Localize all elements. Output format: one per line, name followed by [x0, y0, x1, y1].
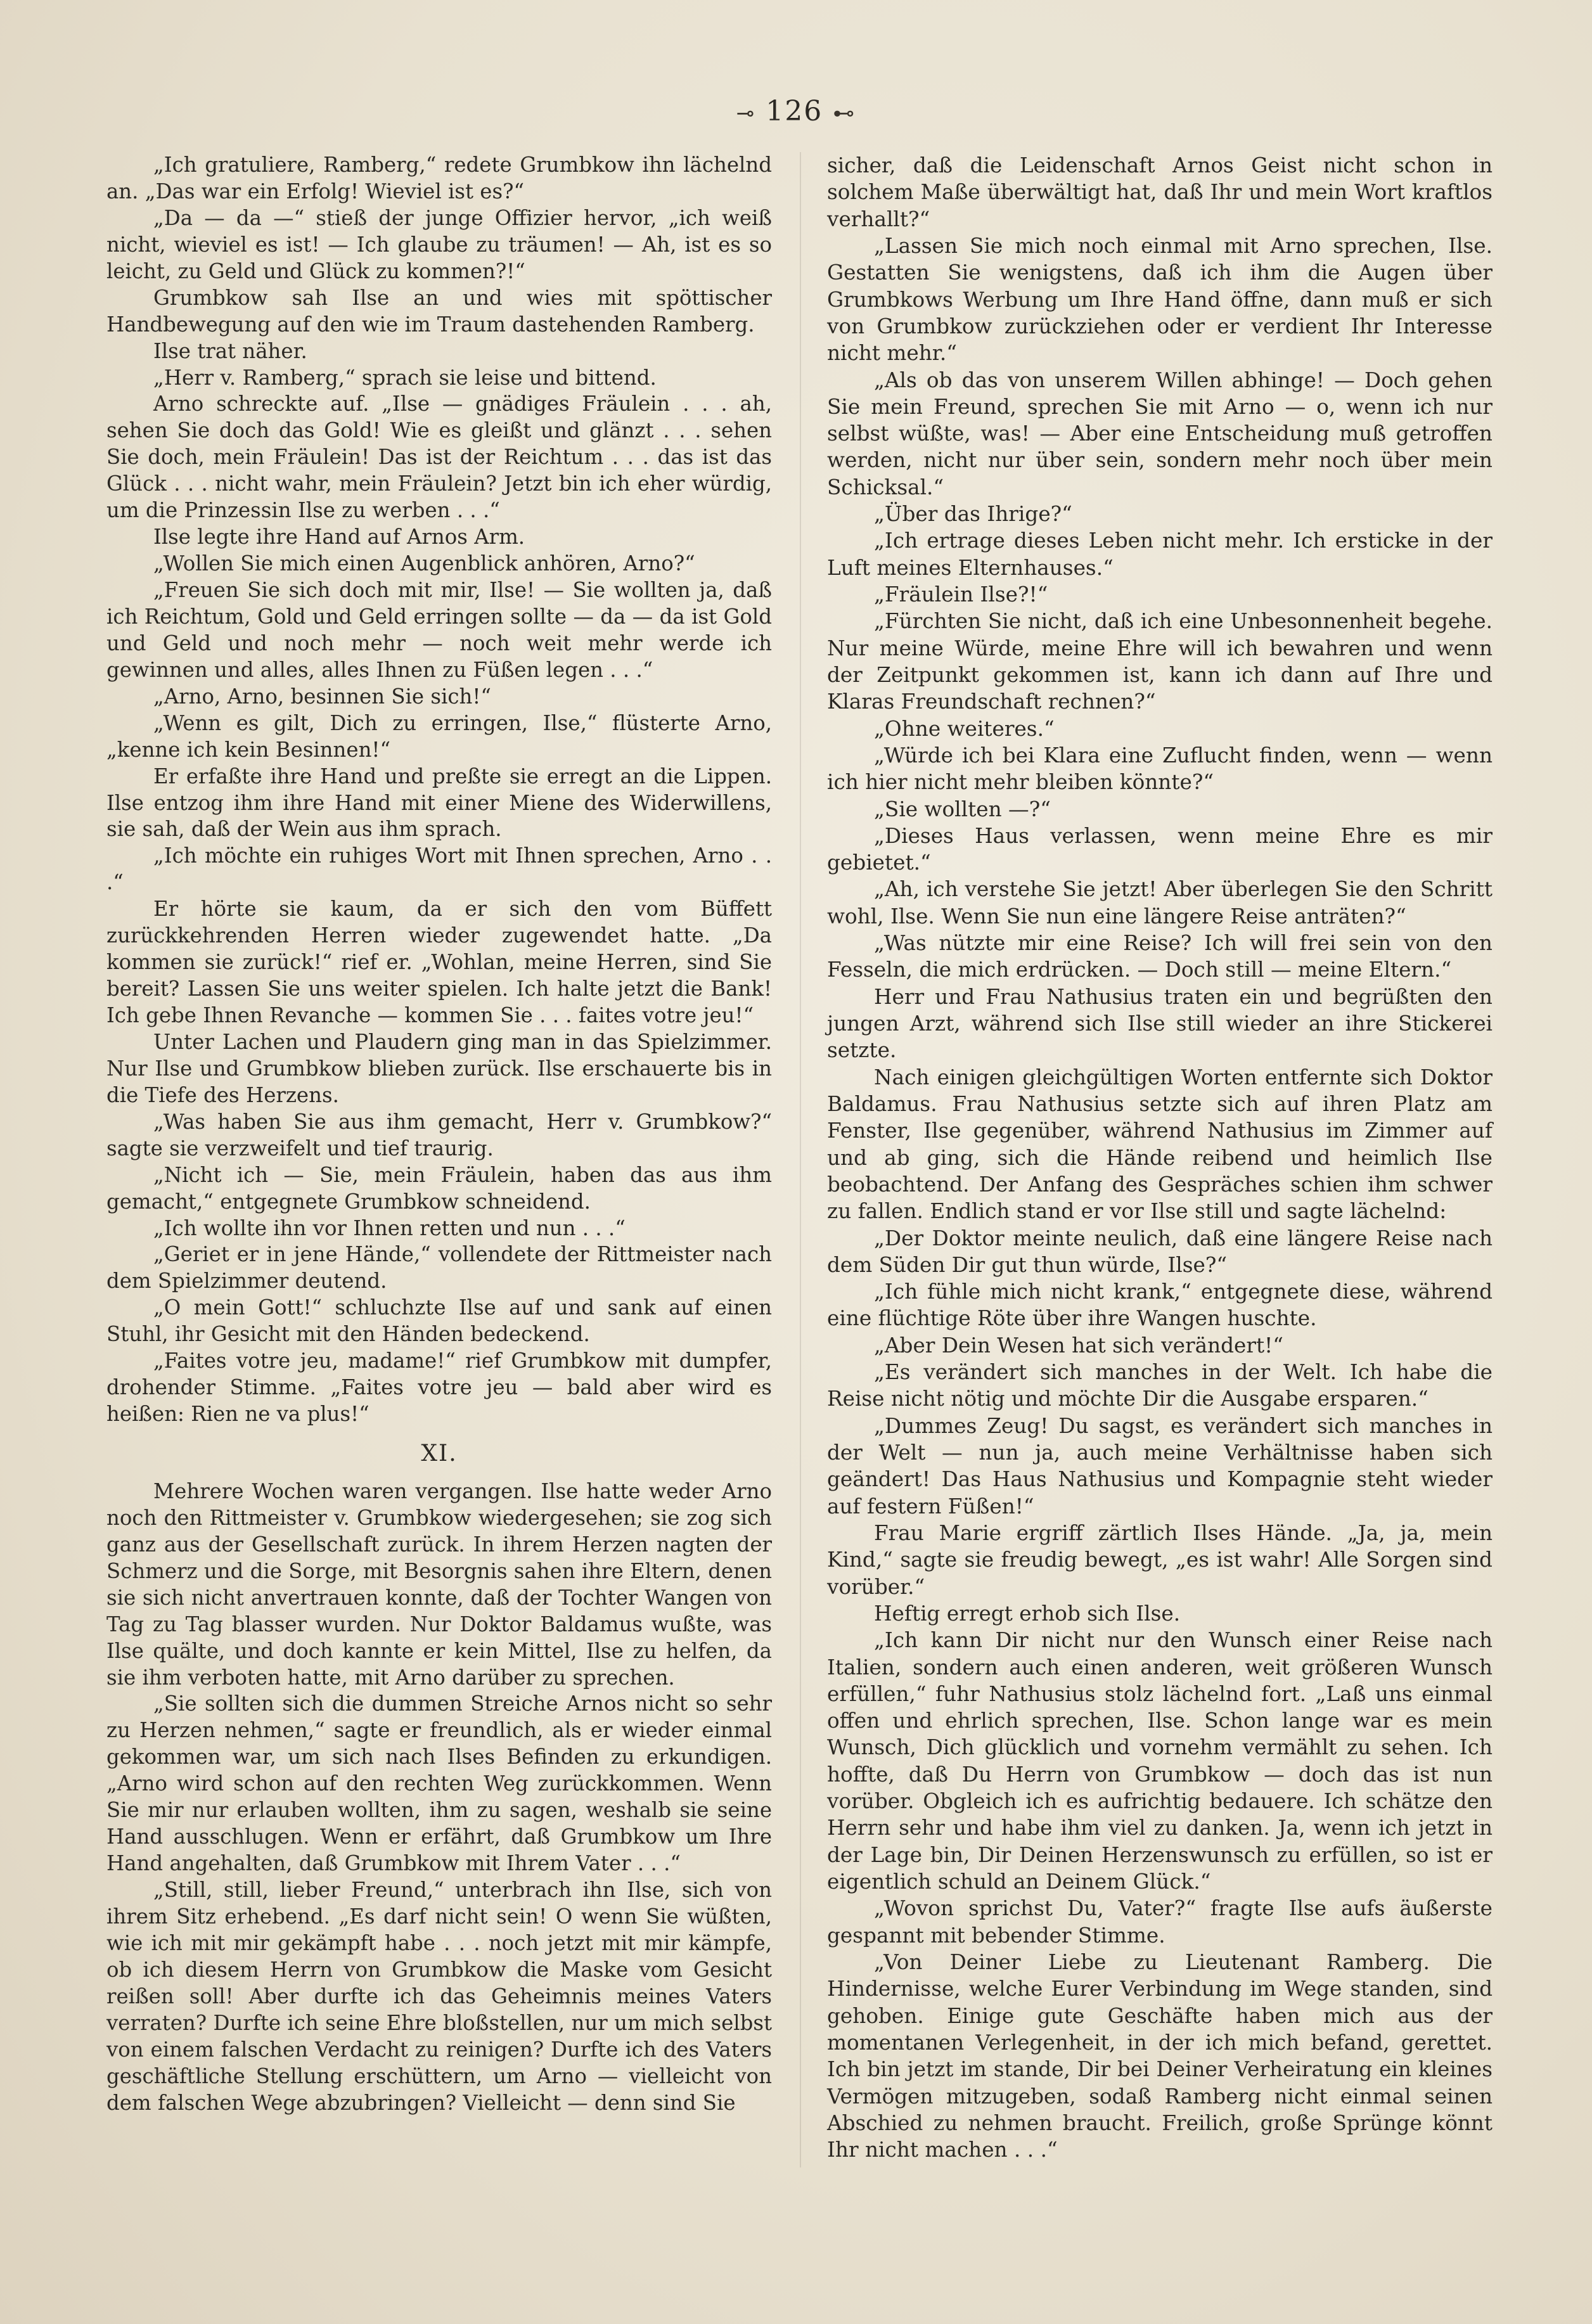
paragraph: „Wovon sprichst Du, Vater?“ fragte Ilse aufs äußerste gespannt mit bebender Stimme.	[827, 1896, 1492, 1948]
paragraph: „Über das Ihrige?“	[874, 502, 1072, 527]
paragraph: „Würde ich bei Klara eine Zuflucht finden, wenn — wenn ich hier nicht mehr bleiben könnte?“	[827, 743, 1492, 795]
paragraph: „Aber Dein Wesen hat sich verändert!“	[874, 1333, 1284, 1358]
paragraph: „Still, still, lieber Freund,“ unterbrach ihn Ilse, sich von ihrem Sitz erhebend. „Es darf nicht sein! O wenn Sie wüßten, wie ich mit mir gekämpft habe . . . noch jetzt mit mir kämpfe, ob ich diesem Herrn von Grumbkow die Maske vom Gesicht reißen soll! Aber durfte ich das Geheimnis meines Vaters verraten? Durfte ich seine Ehre bloßstellen, nur um mich selbst von einem falschen Verdacht zu reinigen? Durfte ich des Vaters geschäftliche Stellung erschüttern, um Arno — vielleicht von dem falschen Wege abzubringen? Vielleicht — denn sind Sie	[106, 1878, 772, 2115]
paragraph: „Als ob das von unserem Willen abhinge! — Doch gehen Sie mein Freund, sprechen Sie mit Arno — o, wenn ich nur selbst wüßte, was! — Aber eine Entscheidung muß getroffen werden, nicht nur über sein, sondern mehr noch über mein Schicksal.“	[827, 368, 1492, 499]
paragraph: „Lassen Sie mich noch einmal mit Arno sprechen, Ilse. Gestatten Sie wenigstens, daß ich ihm die Augen über Grumbkows Werbung um Ihre Hand öffne, dann muß er sich von Grumbkow zurückziehen oder er verdient Ihr Interesse nicht mehr.“	[827, 233, 1492, 366]
page-number: 126	[766, 95, 823, 127]
paragraph: „Sie wollten —?“	[874, 797, 1051, 821]
ornament-right-icon: ⊷	[833, 101, 856, 126]
paragraph: „Freuen Sie sich doch mit mir, Ilse! — Sie wollten ja, daß ich Reichtum, Gold und Geld erringen sollte — da — da ist Gold und Geld und noch mehr — noch weit mehr werde ich gewinnen und alles, alles Ihnen zu Füßen legen . . .“	[106, 578, 772, 682]
paragraph: Frau Marie ergriff zärtlich Ilses Hände. „Ja, ja, mein Kind,“ sagte sie freudig bewegt, „es ist wahr! Alle Sorgen sind vorüber.“	[827, 1520, 1492, 1599]
paragraph: „Ich wollte ihn vor Ihnen retten und nun . . .“	[153, 1216, 626, 1240]
paragraph: „Ich ertrage dieses Leben nicht mehr. Ich ersticke in der Luft meines Elternhauses.“	[827, 529, 1492, 580]
paragraph: „Arno, Arno, besinnen Sie sich!“	[153, 684, 491, 709]
paragraph: „O mein Gott!“ schluchzte Ilse auf und sank auf einen Stuhl, ihr Gesicht mit den Händen bedeckend.	[106, 1295, 772, 1347]
chapter-heading: XI.	[421, 1441, 458, 1467]
paragraph: „Fürchten Sie nicht, daß ich eine Unbesonnenheit begehe. Nur meine Würde, meine Ehre will ich bewahren und wenn der Zeitpunkt gekommen ist, kann ich dann auf Ihre und Klaras Freundschaft rechnen?“	[827, 609, 1492, 714]
paragraph: Mehrere Wochen waren vergangen. Ilse hatte weder Arno noch den Rittmeister v. Grumbkow wiedergesehen; sie zog sich ganz aus der Gesellschaft zurück. In ihrem Herzen nagten der Schmerz und die Sorge, mit Besorgnis sahen ihre Eltern, denen sie sich nicht anvertrauen konnte, daß der Tochter Wangen von Tag zu Tag blasser wurden. Nur Doktor Baldamus wußte, was Ilse quälte, und doch kannte er kein Mittel, Ilse zu helfen, da sie ihm verboten hatte, mit Arno darüber zu sprechen.	[106, 1479, 772, 1690]
paragraph: „Es verändert sich manches in der Welt. Ich habe die Reise nicht nötig und möchte Dir die Ausgabe ersparen.“	[827, 1360, 1492, 1411]
paragraph: „Nicht ich — Sie, mein Fräulein, haben das aus ihm gemacht,“ entgegnete Grumbkow schneidend.	[106, 1162, 772, 1214]
paragraph: Ilse legte ihre Hand auf Arnos Arm.	[153, 525, 525, 549]
paragraph: Nach einigen gleichgültigen Worten entfernte sich Doktor Baldamus. Frau Nathusius setzte sich auf ihren Platz am Fenster, Ilse gegenüber, während Nathusius im Zimmer auf und ab ging, sich die Hände reibend und heimlich Ilse beobachtend. Der Anfang des Gespräches schien ihm schwer zu fallen. Endlich stand er vor Ilse still und sagte lächelnd:	[827, 1065, 1492, 1224]
paragraph: Heftig erregt erhob sich Ilse.	[874, 1601, 1181, 1626]
paragraph: „Geriet er in jene Hände,“ vollendete der Rittmeister nach dem Spielzimmer deutend.	[106, 1242, 772, 1294]
paragraph: „Ah, ich verstehe Sie jetzt! Aber überlegen Sie den Schritt wohl, Ilse. Wenn Sie nun eine längere Reise anträten?“	[827, 877, 1492, 928]
paragraph: sicher, daß die Leidenschaft Arnos Geist nicht schon in solchem Maße überwältigt hat, daß Ihr und mein Wort kraftlos verhallt?“	[827, 153, 1492, 231]
paragraph: „Ich gratuliere, Ramberg,“ redete Grumbkow ihn lächelnd an. „Das war ein Erfolg! Wieviel ist es?“	[106, 153, 772, 203]
paragraph: „Ich kann Dir nicht nur den Wunsch einer Reise nach Italien, sondern auch einen anderen, weit größeren Wunsch erfüllen,“ fuhr Nathusius stolz lächelnd fort. „Laß uns einmal offen und ehrlich sprechen, Ilse. Schon lange war es mein Wunsch, Dich glücklich und vornehm vermählt zu sehen. Ich hoffte, daß Du Herrn von Grumbkow — doch das ist nun vorüber. Obgleich ich es aufrichtig bedauere. Ich schätze den Herrn sehr und habe ihm viel zu danken. Ja, wenn ich jetzt in der Lage bin, Dir Deinen Herzenswunsch zu erfüllen, so ist er eigentlich schuld an Deinem Glück.“	[827, 1628, 1492, 1894]
page-number-header	[0, 95, 1592, 127]
paragraph: „Wenn es gilt, Dich zu erringen, Ilse,“ flüsterte Arno, „kenne ich kein Besinnen!“	[106, 710, 772, 762]
paragraph: Arno schreckte auf. „Ilse — gnädiges Fräulein . . . ah, sehen Sie doch das Gold! Wie es gleißt und glänzt . . . sehen Sie doch, mein Fräulein! Das ist der Reichtum . . . das ist das Glück . . . nicht wahr, mein Fräulein? Jetzt bin ich eher würdig, um die Prinzessin Ilse zu werben . . .“	[106, 392, 772, 523]
left-paragraphs	[106, 152, 772, 1428]
paragraph: „Dieses Haus verlassen, wenn meine Ehre es mir gebietet.“	[827, 823, 1492, 875]
paragraph: „Von Deiner Liebe zu Lieutenant Ramberg. Die Hindernisse, welche Eurer Verbindung im Wege standen, sind gehoben. Einige gute Geschäfte haben mich aus der momentanen Verlegenheit, in der ich mich befand, gerettet. Ich bin jetzt im stande, Dir bei Deiner Verheiratung ein kleines Vermögen mitzugeben, sodaß Ramberg nicht einmal seinen Abschied zu nehmen braucht. Freilich, große Sprünge könnt Ihr nicht machen . . .“	[827, 1949, 1492, 2162]
paragraph: „Ich fühle mich nicht krank,“ entgegnete diese, während eine flüchtige Röte über ihre Wangen huschte.	[827, 1280, 1492, 1331]
paragraph: Er erfaßte ihre Hand und preßte sie erregt an die Lippen. Ilse entzog ihm ihre Hand mit einer Miene des Widerwillens, sie sah, daß der Wein aus ihm sprach.	[106, 764, 772, 842]
paragraph: „Der Doktor meinte neulich, daß eine längere Reise nach dem Süden Dir gut thun würde, Ilse?“	[827, 1226, 1492, 1277]
paragraph: „Fräulein Ilse?!“	[874, 582, 1048, 607]
left-paragraphs-after	[106, 1479, 772, 2117]
paragraph: „Sie sollten sich die dummen Streiche Arnos nicht so sehr zu Herzen nehmen,“ sagte er freundlich, als er wieder einmal gekommen war, um sich nach Ilses Befinden zu erkundigen. „Arno wird schon auf den rechten Weg zurückkommen. Wenn Sie mir nur erlauben wollten, ihm zu sagen, weshalb sie seine Hand ausschlugen. Wenn er erfährt, daß Grumbkow um Ihre Hand angehalten, daß Grumbkow mit Ihrem Vater . . .“	[106, 1692, 772, 1876]
paragraph: „Herr v. Ramberg,“ sprach sie leise und bittend.	[153, 365, 657, 390]
left-column	[106, 152, 772, 2116]
paragraph: „Wollen Sie mich einen Augenblick anhören, Arno?“	[153, 551, 695, 576]
paragraph: „Ohne weiteres.“	[874, 716, 1055, 741]
paragraph: Unter Lachen und Plaudern ging man in das Spielzimmer. Nur Ilse und Grumbkow blieben zurück. Ilse erschauerte bis in die Tiefe des Herzens.	[106, 1029, 772, 1107]
column-divider	[800, 152, 801, 2167]
paragraph: „Ich möchte ein ruhiges Wort mit Ihnen sprechen, Arno . . .“	[106, 844, 772, 895]
paragraph: Grumbkow sah Ilse an und wies mit spöttischer Handbewegung auf den wie im Traum dastehenden Ramberg.	[106, 285, 772, 337]
right-paragraphs	[827, 152, 1492, 2163]
paragraph: Ilse trat näher.	[153, 338, 307, 363]
paragraph: „Was nützte mir eine Reise? Ich will frei sein von den Fesseln, die mich erdrücken. — Doch still — meine Eltern.“	[827, 931, 1492, 982]
paragraph: „Dummes Zeug! Du sagst, es verändert sich manches in der Welt — nun ja, auch meine Verhältnisse haben sich geändert! Das Haus Nathusius und Kompagnie steht wieder auf festern Füßen!“	[827, 1413, 1492, 1518]
paragraph: „Faites votre jeu, madame!“ rief Grumbkow mit dumpfer, drohender Stimme. „Faites votre jeu — bald aber wird es heißen: Rien ne va plus!“	[106, 1349, 772, 1427]
paragraph: Er hörte sie kaum, da er sich den vom Büffett zurückkehrenden Herren wieder zugewendet hatte. „Da kommen sie zurück!“ rief er. „Wohlan, meine Herren, sind Sie bereit? Lassen Sie uns weiter spielen. Ich halte jetzt die Bank! Ich gebe Ihnen Revanche — kommen Sie . . . faites votre jeu!“	[106, 897, 772, 1027]
right-column	[827, 152, 1492, 2163]
paragraph: „Da — da —“ stieß der junge Offizier hervor, „ich weiß nicht, wieviel es ist! — Ich glaube zu träumen! — Ah, ist es so leicht, zu Geld und Glück zu kommen?!“	[106, 205, 772, 283]
paragraph: Herr und Frau Nathusius traten ein und begrüßten den jungen Arzt, während sich Ilse still wieder an ihre Stickerei setzte.	[827, 984, 1492, 1063]
ornament-left-icon: ⊸	[736, 101, 756, 126]
paragraph: „Was haben Sie aus ihm gemacht, Herr v. Grumbkow?“ sagte sie verzweifelt und tief traurig.	[106, 1109, 772, 1160]
